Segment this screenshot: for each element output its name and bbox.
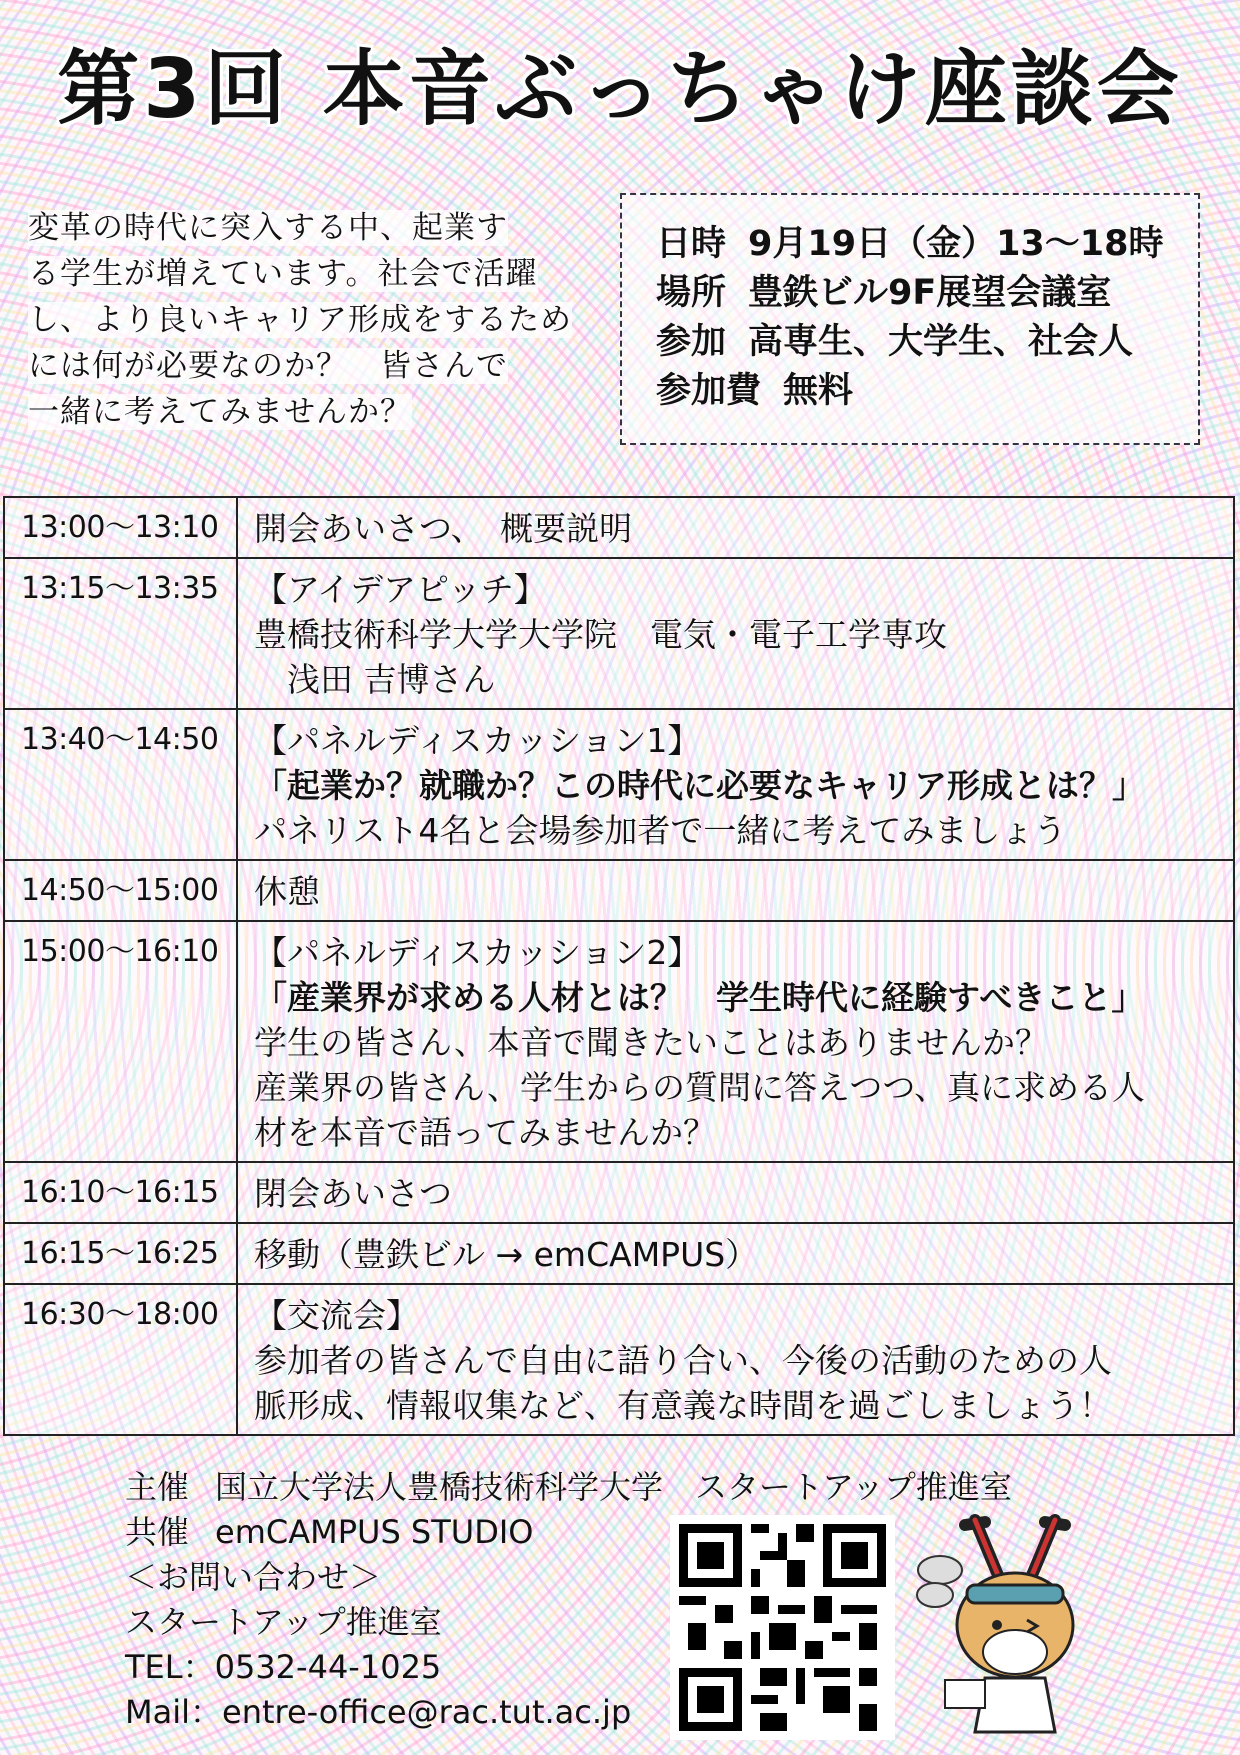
contact-mail[interactable]: Mail：entre-office@rac.tut.ac.jp [125,1693,632,1731]
schedule-line: 学生の皆さん、本音で聞きたいことはありませんか？ [254,1023,1048,1062]
schedule-content [237,1162,1234,1223]
intro-line: には何が必要なのか？ 皆さんで [28,348,508,384]
schedule-line: パネリスト4名と会場参加者で一緒に考えてみましょう [254,811,1067,850]
schedule-line: 休憩 [254,872,320,911]
schedule-content [237,497,1234,558]
schedule-time: 13:15～13:35 [4,558,237,709]
schedule-row [4,1284,1234,1435]
schedule-content [237,860,1234,921]
info-participants [656,318,1198,367]
contact-tel: TEL：0532-44-1025 [125,1648,442,1686]
intro-text [28,205,603,435]
info-place [656,269,1198,318]
schedule-line: 材を本音で語ってみませんか？ [254,1113,716,1152]
schedule-content [237,709,1234,860]
schedule-time: 13:00～13:10 [4,497,237,558]
cohost [125,1510,725,1555]
info-fee-label: 参加費 [656,371,762,411]
intro-line: 一緒に考えてみませんか？ [28,394,412,430]
schedule-line: 浅田 吉博さん [254,660,496,699]
info-date-label: 日時 [656,224,727,264]
info-place-label: 場所 [656,273,727,313]
schedule-row [4,1162,1234,1223]
schedule-content [237,558,1234,709]
schedule-line: 開会あいさつ、 概要説明 [254,509,633,548]
info-fee [656,367,1198,416]
schedule-line: 閉会あいさつ [254,1174,452,1213]
schedule-line: 【交流会】 [254,1296,419,1335]
contact-heading: ＜お問い合わせ＞ [125,1558,382,1596]
info-date [656,220,1198,269]
info-date-value: 9月19日（金）13～18時 [748,224,1164,264]
schedule-content [237,1223,1234,1284]
info-participants-label: 参加 [656,322,727,362]
schedule-row [4,1223,1234,1284]
organizer-value: 国立大学法人豊橋技術科学大学 スタートアップ推進室 [215,1468,1012,1506]
info-place-value: 豊鉄ビル9F展望会議室 [748,273,1112,313]
cohost-value: emCAMPUS STUDIO [215,1513,534,1551]
schedule-content [237,1284,1234,1435]
schedule-line: 【アイデアピッチ】 [254,570,547,609]
intro-line: し、より良いキャリア形成をするため [28,302,572,338]
schedule-time: 14:50～15:00 [4,860,237,921]
schedule-row [4,921,1234,1162]
schedule-line: 脈形成、情報収集など、有意義な時間を過ごしましょう！ [254,1386,1112,1425]
schedule-line: 産業界の皆さん、学生からの質問に答えつつ、真に求める人 [254,1068,1145,1107]
schedule-line: 「産業界が求める人材とは？ 学生時代に経験すべきこと」 [254,978,1145,1017]
schedule-row [4,860,1234,921]
schedule-time: 15:00～16:10 [4,921,237,1162]
qr-code[interactable] [670,1515,895,1740]
schedule-time: 13:40～14:50 [4,709,237,860]
schedule-line: 移動（豊鉄ビル → emCAMPUS） [254,1235,759,1274]
schedule-time: 16:30～18:00 [4,1284,237,1435]
schedule-line: 【パネルディスカッション1】 [254,721,701,760]
info-participants-value: 高専生、大学生、社会人 [748,322,1134,362]
schedule-line: 豊橋技術科学大学大学院 電気・電子工学専攻 [254,615,947,654]
qr-code-icon [670,1515,895,1740]
schedule-time: 16:15～16:25 [4,1223,237,1284]
schedule-row [4,558,1234,709]
schedule-line: 「起業か？就職か？この時代に必要なキャリア形成とは？」 [254,766,1145,805]
schedule-line: 参加者の皆さんで自由に語り合い、今後の活動のための人 [254,1341,1112,1380]
contact-office: スタートアップ推進室 [125,1603,442,1641]
mascot-deer-icon [905,1500,1120,1740]
cohost-label: 共催 [125,1513,190,1551]
footer-contact [125,1465,1012,1735]
intro-line: る学生が増えています。社会で活躍 [28,256,538,292]
organizer-label: 主催 [125,1468,190,1506]
schedule-row [4,497,1234,558]
schedule-table [3,496,1235,1436]
info-fee-value: 無料 [783,371,854,411]
page-title: 第3回 本音ぶっちゃけ座談会 [57,42,1183,137]
event-info-box [620,193,1200,445]
schedule-content [237,921,1234,1162]
intro-line: 変革の時代に突入する中、起業す [28,210,508,246]
schedule-line: 【パネルディスカッション2】 [254,933,701,972]
schedule-time: 16:10～16:15 [4,1162,237,1223]
organizer [125,1465,1012,1510]
schedule-row [4,709,1234,860]
